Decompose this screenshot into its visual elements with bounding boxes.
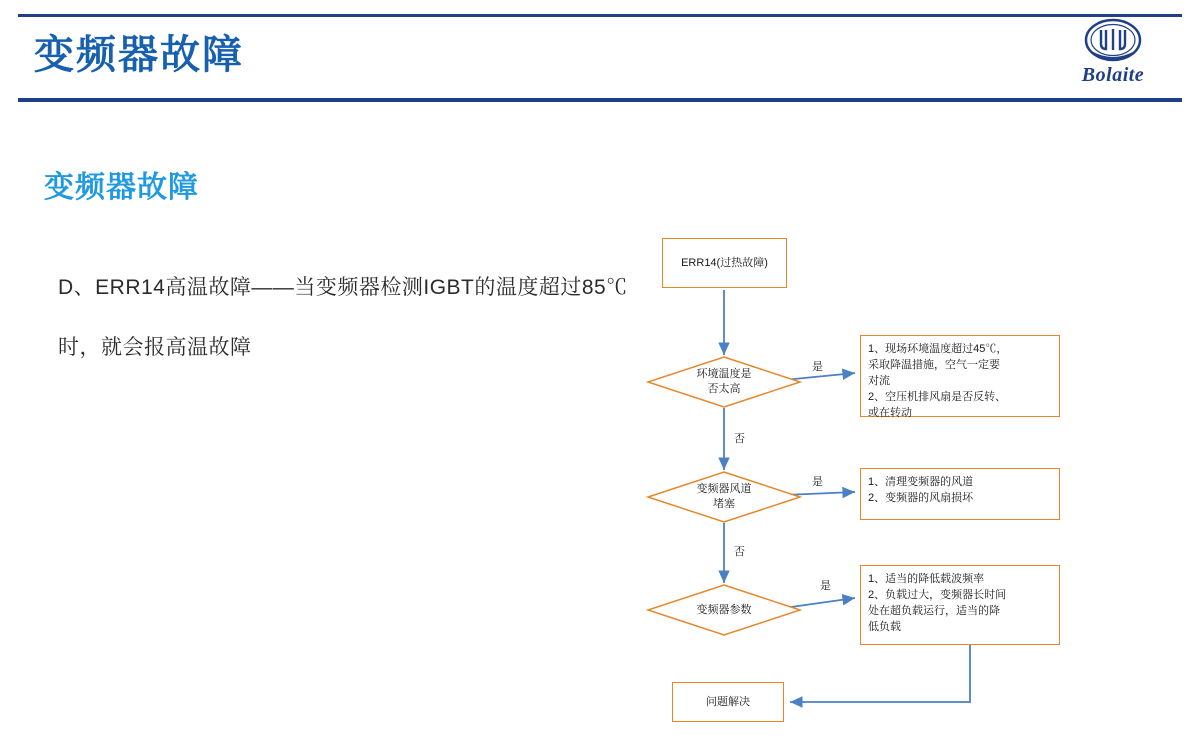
edge-label-yes-2: 是 <box>812 476 823 488</box>
decision2-line2: 堵塞 <box>713 498 735 510</box>
decision2-line1: 变频器风道 <box>696 483 752 495</box>
flow-note-air-duct <box>860 468 1060 520</box>
flow-node-end <box>672 682 784 722</box>
shield-crest-logo-icon <box>1054 18 1172 66</box>
flow-note-ambient-temp <box>860 335 1060 417</box>
note3-line1: 1、适当的降低载波频率 <box>868 573 985 585</box>
decision3-line1: 变频器参数 <box>696 603 752 616</box>
note3-line2: 2、负载过大，变频器长时间 <box>868 589 1007 601</box>
flow-node-start <box>662 238 787 288</box>
brand-wordmark: Bolaite <box>1081 64 1145 86</box>
flow-note-parameters <box>860 565 1060 645</box>
flow-node-decision-ambient-temp <box>646 355 802 409</box>
decision1-line2: 否太高 <box>707 383 741 395</box>
flow-node-decision-air-duct-label <box>646 470 802 524</box>
flow-node-decision-air-duct <box>646 470 802 524</box>
edge-label-no-2: 否 <box>734 546 745 558</box>
note2-line1: 1、清理变频器的风道 <box>868 476 974 488</box>
flow-node-decision-parameters <box>646 583 802 637</box>
note1-line2: 采取降温措施，空气一定要 <box>868 359 1000 371</box>
edge-label-yes-1: 是 <box>812 361 823 373</box>
flow-node-start-label: ERR14(过热故障) <box>681 256 768 269</box>
note1-line1: 1、现场环境温度超过45℃， <box>868 343 1008 355</box>
note3-line4: 低负载 <box>868 621 901 633</box>
note1-line5: 或在转动 <box>868 407 912 419</box>
edge-label-yes-3: 是 <box>820 580 831 592</box>
brand-logo <box>1054 18 1172 90</box>
page-title: 变频器故障 <box>34 33 244 77</box>
decision1-line1: 环境温度是 <box>696 368 752 380</box>
header-rule-top <box>18 14 1182 17</box>
body-paragraph: D、ERR14高温故障——当变频器检测IGBT的温度超过85℃时，就会报高温故障 <box>58 276 628 359</box>
flowchart <box>640 230 1180 730</box>
flow-node-end-label: 问题解决 <box>706 695 750 708</box>
flow-node-decision-ambient-temp-label <box>646 355 802 409</box>
flow-node-decision-parameters-label <box>646 583 802 637</box>
edge-label-no-1: 否 <box>734 433 745 445</box>
note1-line3: 对流 <box>868 375 890 387</box>
section-title: 变频器故障 <box>44 171 199 204</box>
note3-line3: 处在超负载运行，适当的降 <box>868 605 1000 617</box>
header-rule-bottom <box>18 98 1182 102</box>
note1-line4: 2、空压机排风扇是否反转、 <box>868 391 1007 403</box>
note2-line2: 2、变频器的风扇损坏 <box>868 492 974 504</box>
